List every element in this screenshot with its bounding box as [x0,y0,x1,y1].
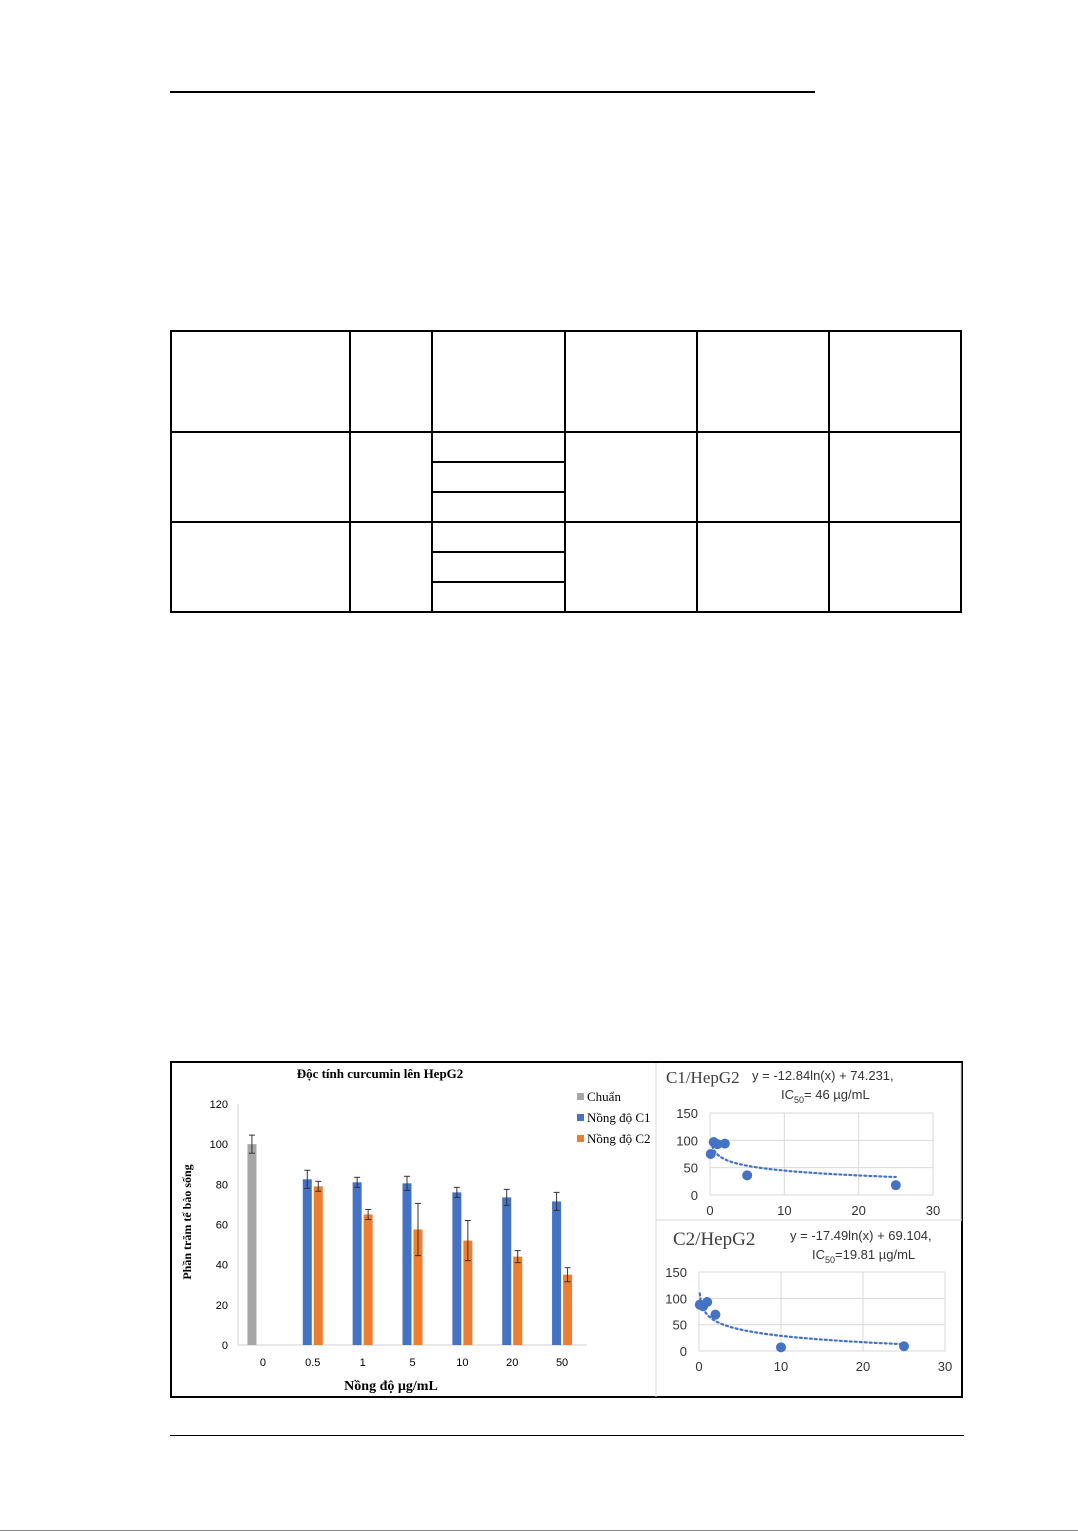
legend-swatch-chuan [577,1093,584,1100]
bar-x-tick-label: 0 [259,1357,266,1369]
bar-chart-title: Độc tính curcumin lên HepG2 [296,1066,464,1081]
scatter-c1-y-tick-label: 0 [690,1188,698,1203]
scatter-c2-y-tick-label: 100 [665,1291,687,1307]
bar [364,1214,373,1345]
scatter-c2-y-tick-label: 50 [672,1317,687,1333]
bar-y-tick-label: 0 [221,1340,228,1352]
scatter-c2-point [702,1297,712,1307]
bar-chart-axes [238,1104,587,1345]
bar-x-tick-label: 20 [506,1357,519,1369]
bar-x-tick-label: 50 [555,1357,569,1369]
bar [314,1186,323,1345]
scatter-c2-plot [665,1265,952,1374]
legend-label-c1: Nồng độ C1 [587,1110,651,1125]
scatter-c1-title: C1/HepG2 [666,1068,740,1087]
bar-chart-xlabel: Nồng độ µg/mL [344,1379,438,1394]
bar-x-tick-label: 0.5 [305,1357,321,1369]
legend-label-c2: Nồng độ C2 [587,1131,651,1146]
scatter-c2-title: C2/HepG2 [673,1229,756,1250]
scatter-c1-x-tick-label: 0 [706,1203,714,1218]
bar [452,1192,461,1345]
bar-chart-bars [247,1135,572,1345]
scatter-c1-y-tick-label: 50 [683,1160,698,1176]
footer-rule [170,1435,964,1436]
scatter-c2-point [710,1310,720,1320]
bar-x-tick-label: 1 [359,1357,366,1369]
scatter-c1-y-tick-label: 100 [676,1133,698,1149]
bar-y-tick-label: 20 [215,1299,228,1312]
bar [247,1144,256,1345]
scatter-c1-x-tick-label: 20 [851,1203,866,1218]
scatter-c1-ic50: $IC_{50}= 46$ µg/mL [781,1087,870,1105]
scatter-c1-x-tick-label: 30 [925,1203,941,1218]
bar [403,1183,412,1345]
scatter-c1-trendline [712,1146,896,1177]
scatter-c1-point [720,1139,730,1149]
bar [552,1201,561,1345]
scatter-c2-y-tick-label: 150 [665,1265,687,1280]
bar [303,1179,312,1345]
bar [502,1197,511,1345]
bar-y-tick-label: 120 [209,1099,228,1111]
bar-x-tick-label: 5 [409,1357,416,1369]
scatter-c1-plot [676,1106,940,1218]
bar [353,1182,362,1345]
scatter-c2-trendline [700,1293,904,1344]
scatter-c2-point [899,1341,909,1351]
scatter-c2-x-tick-label: 20 [855,1359,871,1374]
page-edge-line [0,1530,1078,1531]
bar-y-tick-label: 40 [215,1259,228,1272]
legend-swatch-c2 [577,1135,584,1142]
bar-y-tick-label: 80 [215,1179,228,1192]
scatter-c2-x-tick-label: 10 [773,1359,789,1374]
legend-label-chuan: Chuẩn [587,1089,621,1104]
scatter-c2-y-tick-label: 0 [679,1344,687,1359]
bar [563,1275,572,1345]
scatter-c2-x-tick-label: 30 [937,1359,953,1374]
scatter-c1-point [706,1149,716,1159]
bar-y-tick-label: 100 [209,1139,228,1152]
scatter-c1-equation: y = -12.84ln(x) + 74.231, [752,1068,894,1083]
scatter-c1-y-tick-label: 150 [676,1106,698,1121]
scatter-c2-equation: y = -17.49ln(x) + 69.104, [790,1228,932,1243]
bar-x-tick-label: 10 [456,1357,469,1369]
legend-swatch-c1 [577,1114,584,1121]
scatter-c2-ic50: $IC_{50}=19.81$ µg/mL [812,1247,916,1265]
scatter-c1-point [891,1180,901,1190]
bar-y-tick-label: 60 [215,1219,228,1232]
scatter-c2-point [776,1342,786,1352]
scatter-c1-point [742,1170,752,1180]
bar-chart-ylabel: Phần trăm tế bào sống [180,1164,194,1280]
scatter-c2-x-tick-label: 0 [695,1359,703,1374]
bar-chart-legend [577,1089,651,1146]
scatter-c1-x-tick-label: 10 [777,1203,792,1218]
bar [513,1257,522,1345]
